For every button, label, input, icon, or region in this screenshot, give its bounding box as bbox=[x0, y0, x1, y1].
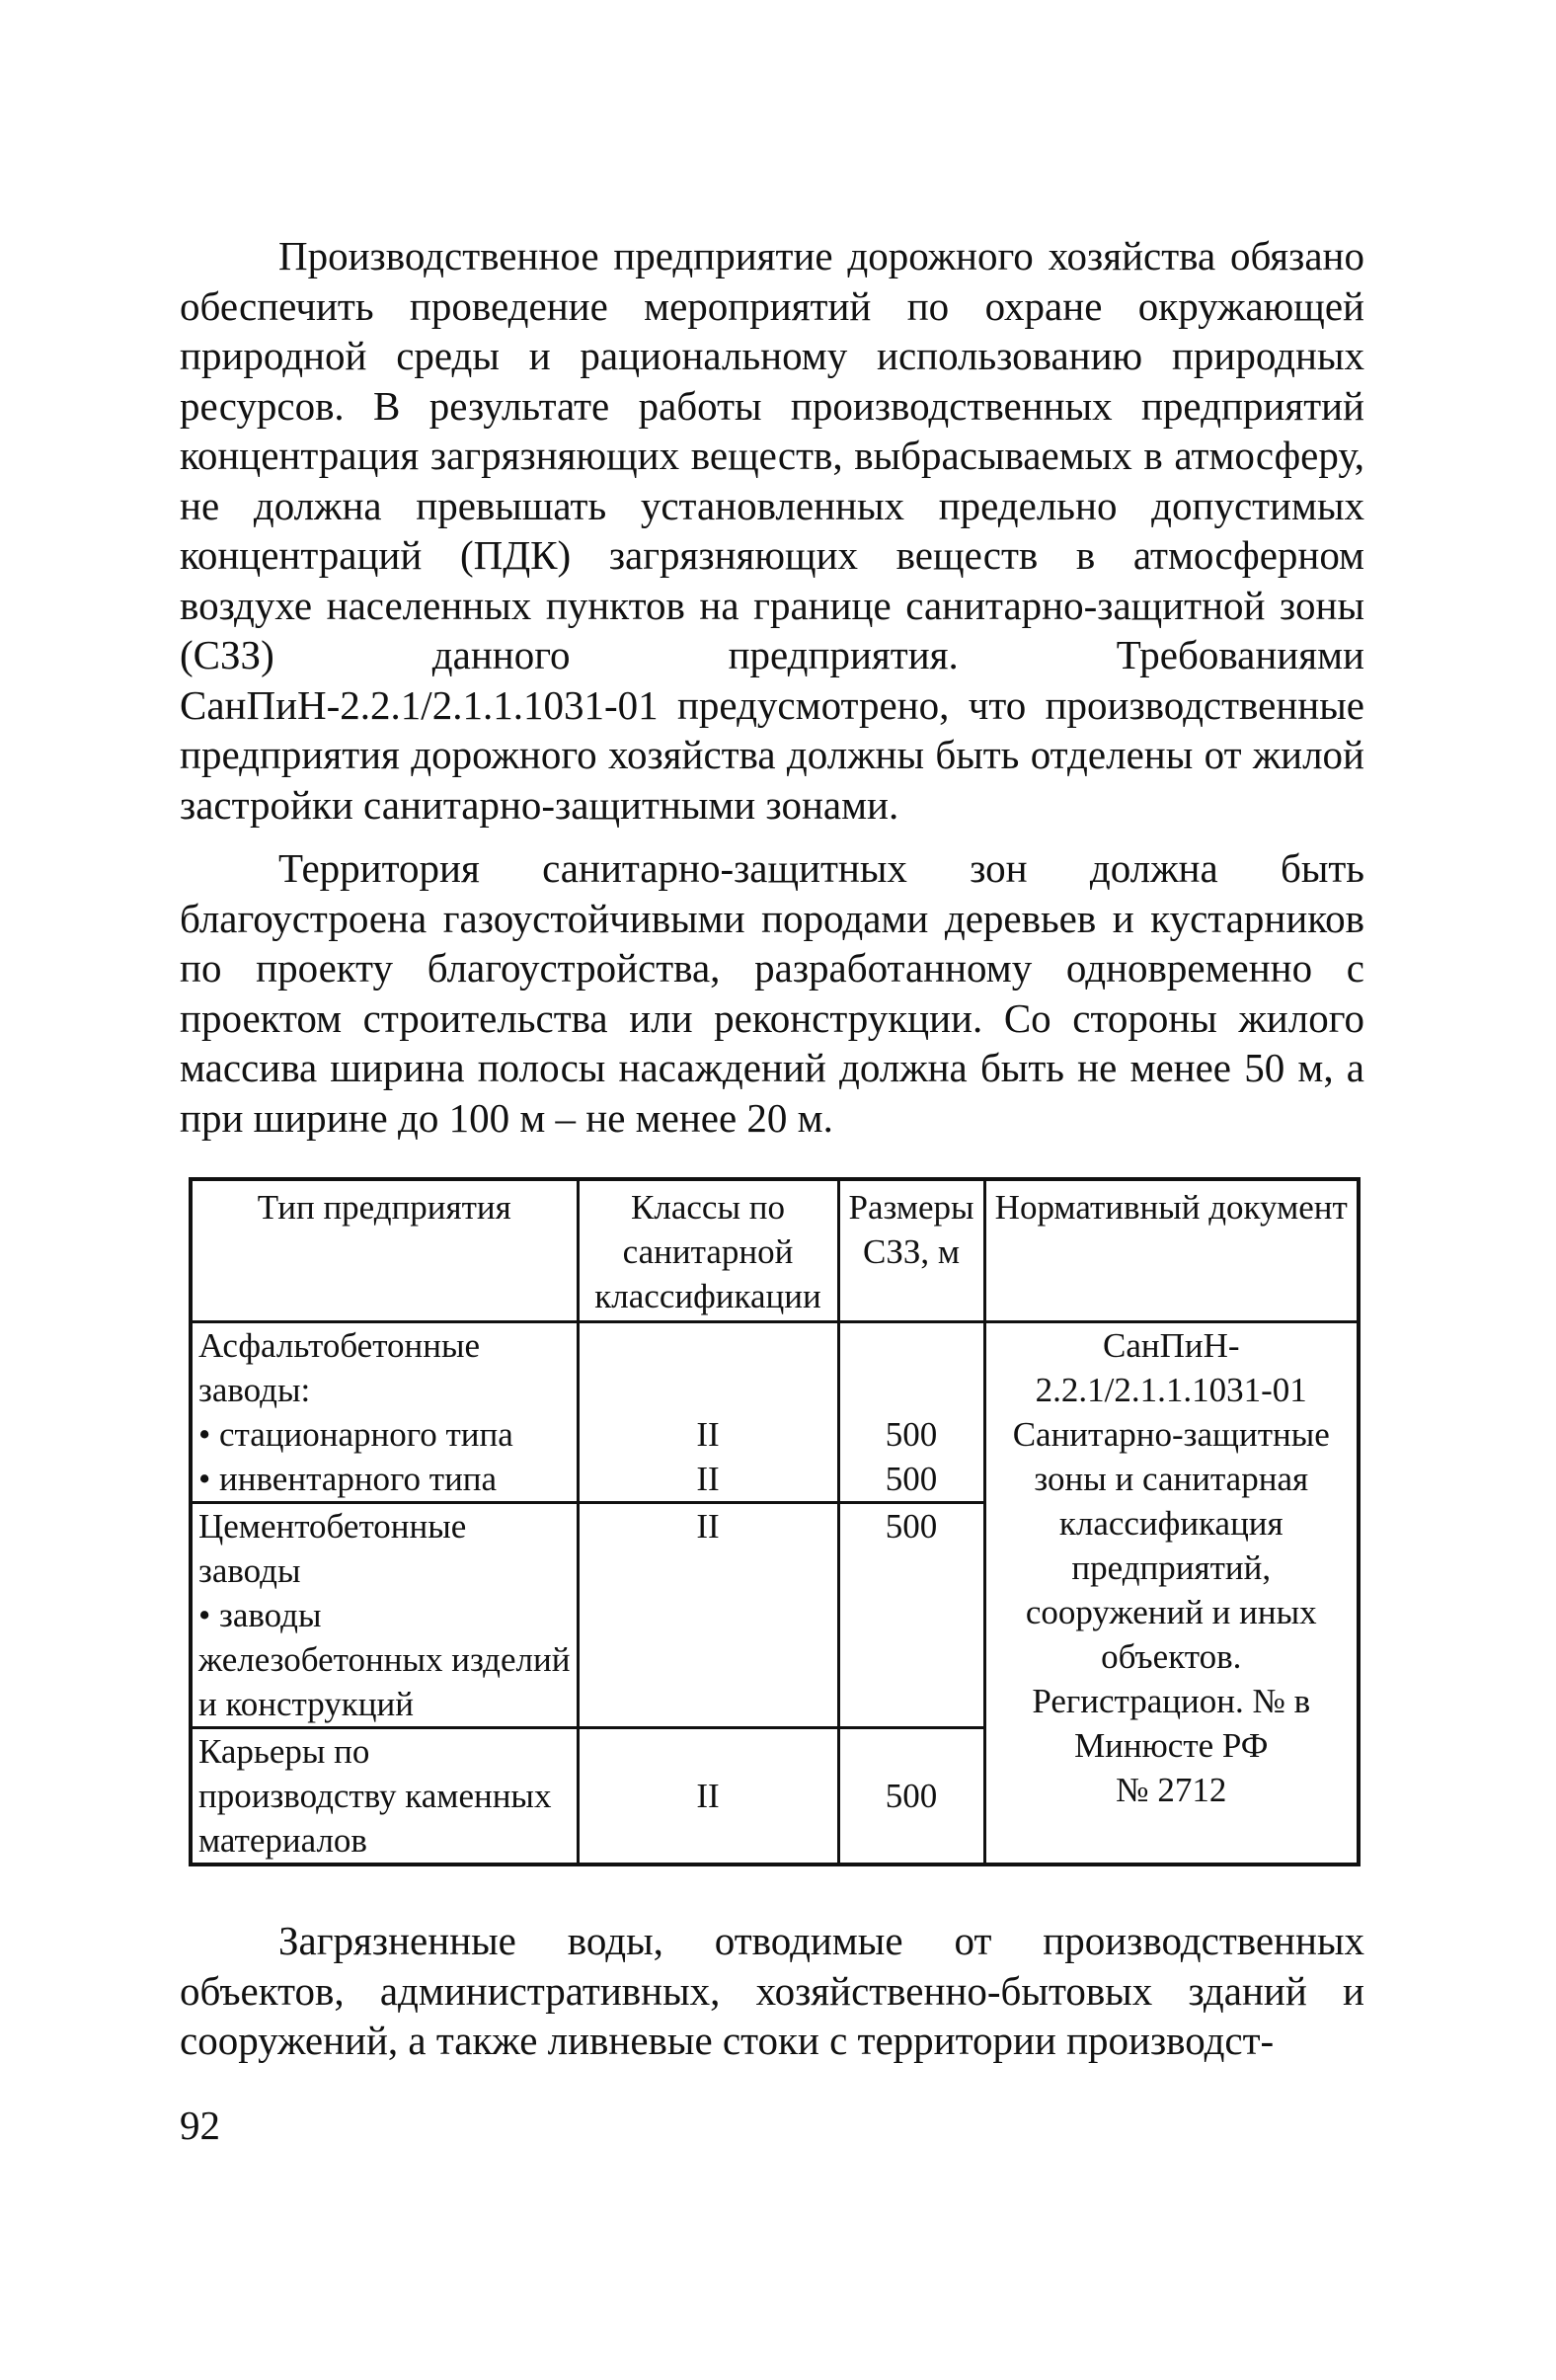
table-header-row bbox=[191, 1179, 1359, 1322]
asphalt-class-cell bbox=[578, 1322, 838, 1503]
stationary-size-value: 500 bbox=[885, 1415, 938, 1454]
header-normative-document: Нормативный документ bbox=[984, 1179, 1359, 1322]
quarries-class-cell: II bbox=[578, 1728, 838, 1865]
inventory-type-label: • инвентарного типа bbox=[198, 1457, 571, 1501]
cement-size-cell: 500 bbox=[838, 1503, 984, 1728]
asphalt-plants-cell bbox=[191, 1322, 578, 1503]
inventory-class-value: II bbox=[696, 1460, 720, 1498]
paragraph-waste-water: Загрязненные воды, отводимые от производственных объектов, административных, хозяйственно-бытовых зданий и сооружений, а также ливневые стоки с территории производст- bbox=[180, 1918, 1364, 2063]
inventory-size-value: 500 bbox=[885, 1460, 938, 1498]
doc-line-1: СанПиН- bbox=[1102, 1326, 1240, 1365]
doc-line-4: Регистрацион. № в Минюсте РФ bbox=[1032, 1682, 1311, 1765]
stationary-class-value: II bbox=[696, 1415, 720, 1454]
reinforced-concrete-label: • заводы железобетонных изделий и конструкций bbox=[198, 1593, 571, 1726]
normative-document-cell bbox=[984, 1322, 1359, 1865]
paragraph-sanitary-zone-landscaping: Территория санитарно-защитных зон должна быть благоустроена газоустойчивыми породами деревьев и кустарников по проекту благоустройства, разработанному одновременно с проектом строительства или реконструкции. Со стороны жилого массива ширина полосы насаждений должна быть не менее 50 м, а при ширине до 100 м – не менее 20 м. bbox=[180, 845, 1364, 1141]
quarries-cell: Карьеры по производству каменных материалов bbox=[191, 1728, 578, 1865]
doc-line-3: Санитарно-защитные зоны и санитарная классификация предприятий, сооружений и иных объектов. bbox=[1012, 1415, 1330, 1676]
table-row bbox=[191, 1322, 1359, 1503]
asphalt-size-cell bbox=[838, 1322, 984, 1503]
doc-line-5: № 2712 bbox=[1116, 1771, 1227, 1809]
page-number: 92 bbox=[180, 2102, 220, 2148]
quarries-size-cell: 500 bbox=[838, 1728, 984, 1865]
header-sanitary-class: Классы по санитарной классификации bbox=[578, 1179, 838, 1322]
stationary-type-label: • стационарного типа bbox=[198, 1412, 571, 1457]
asphalt-plants-title: Асфальтобетонные заводы: bbox=[198, 1326, 481, 1409]
cement-plants-title: Цементобетонные заводы bbox=[198, 1507, 467, 1590]
sanitary-zones-table bbox=[189, 1177, 1361, 1866]
paragraph-enterprise-obligations: Производственное предприятие дорожного хозяйства обязано обеспечить проведение мероприятий по охране окружающей природной среды и рациональному использованию природных ресурсов. В результате работы производственных предприятий концентрация загрязняющих веществ, выбрасываемых в атмосферу, не должна превышать установленных предельно допустимых концентраций (ПДК) загрязняющих веществ в атмосферном воздухе населенных пунктов на границе санитарно-защитной зоны (СЗЗ) данного предприятия. Требованиями СанПиН-2.2.1/2.1.1.1031-01 предусмотрено, что производственные предприятия дорожного хозяйства должны быть отделены от жилой застройки санитарно-защитными зонами. bbox=[180, 233, 1364, 828]
header-zone-size: Размеры СЗЗ, м bbox=[838, 1179, 984, 1322]
header-enterprise-type: Тип предприятия bbox=[191, 1179, 578, 1322]
cement-class-cell: II bbox=[578, 1503, 838, 1728]
cement-plants-cell bbox=[191, 1503, 578, 1728]
doc-line-2: 2.2.1/2.1.1.1031-01 bbox=[1035, 1371, 1307, 1409]
